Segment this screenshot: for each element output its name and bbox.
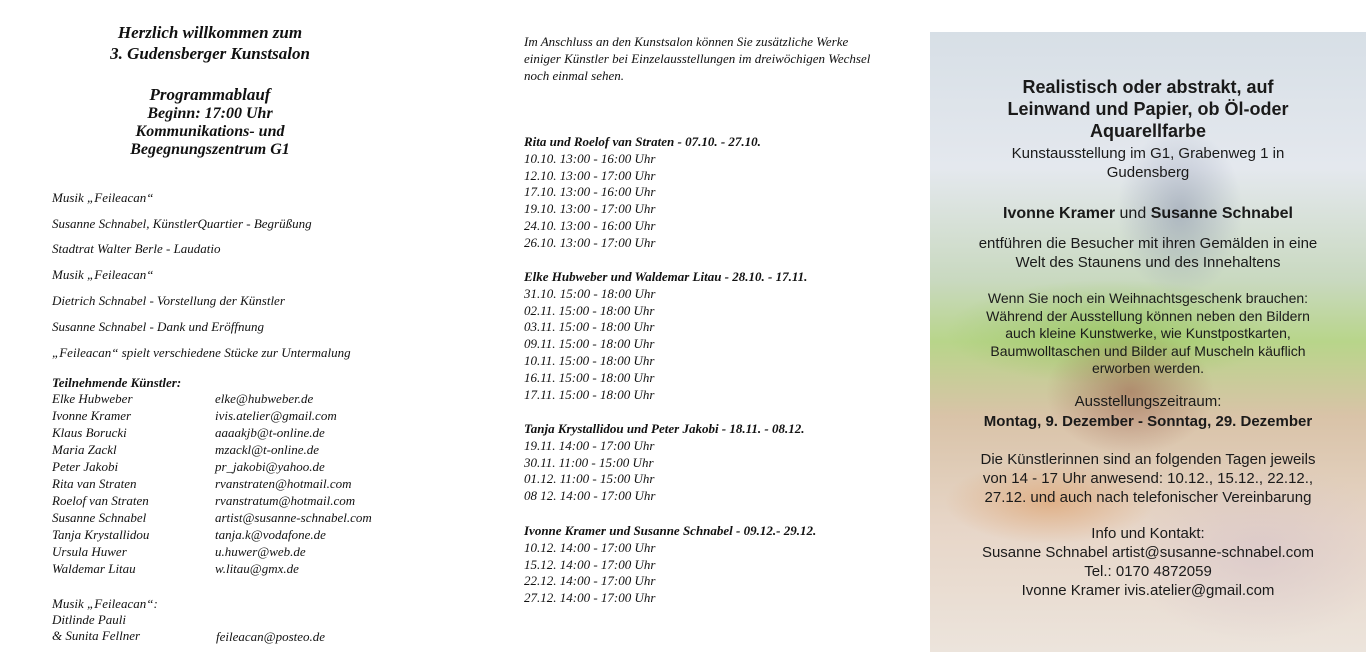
- artist-name: Roelof van Straten: [52, 493, 149, 508]
- artist-name: Klaus Borucki: [52, 425, 127, 440]
- gift-line: auch kleine Kunstwerke, wie Kunstpostkarten,: [1005, 325, 1291, 341]
- schedule-date: 17.11. 15:00 - 18:00 Uhr: [524, 386, 655, 402]
- schedule-date: 09.11. 15:00 - 18:00 Uhr: [524, 336, 655, 352]
- cover-tagline: [930, 234, 1366, 272]
- artist-name: Ivonne Kramer: [52, 408, 132, 423]
- contact-label: Info und Kontakt:: [1091, 525, 1205, 542]
- subtitle-line: Gudensberg: [1106, 164, 1190, 181]
- schedule-title: Ivonne Kramer und Susanne Schnabel - 09.12.- 29.12.: [524, 523, 817, 538]
- cover-headline: [930, 76, 1366, 142]
- artist-row: [52, 493, 432, 510]
- artist-row: [52, 544, 432, 561]
- artists-title: Teilnehmende Künstler:: [52, 375, 182, 390]
- artist-row: [52, 442, 432, 459]
- period-label: Ausstellungszeitraum:: [1074, 393, 1222, 410]
- intro-text: Im Anschluss an den Kunstsalon können Sie zusätzliche Werke einiger Künstler bei Einzelausstellungen im dreiwöchigen Wechsel noch einmal sehen.: [524, 34, 871, 83]
- artist-email: artist@susanne-schnabel.com: [215, 510, 372, 525]
- program-panel: [0, 0, 470, 670]
- band-email: feileacan@posteo.de: [216, 629, 326, 644]
- welcome-heading: [0, 22, 420, 64]
- schedule-block: [524, 269, 807, 403]
- program-venue: Kommunikations- und: [135, 123, 285, 140]
- schedule-block: [524, 134, 761, 252]
- artist-email: rvanstraten@hotmail.com: [215, 476, 352, 491]
- artist-email: ivis.atelier@gmail.com: [215, 408, 337, 423]
- schedule-date: 03.11. 15:00 - 18:00 Uhr: [524, 319, 655, 335]
- artist-row: [52, 459, 432, 476]
- schedule-date: 15.12. 14:00 - 17:00 Uhr: [524, 556, 656, 572]
- program-title: Programmablauf: [149, 85, 271, 104]
- artist-row: [52, 527, 432, 544]
- schedule-title: Tanja Krystallidou und Peter Jakobi - 18.11. - 08.12.: [524, 421, 805, 436]
- contact-info: [930, 524, 1366, 600]
- schedule-title: Elke Hubweber und Waldemar Litau - 28.10. - 17.11.: [524, 269, 808, 284]
- band-member: Ditlinde Pauli: [52, 612, 127, 627]
- tagline-line: entführen die Besucher mit ihren Gemälden in eine: [978, 235, 1318, 252]
- artist-email: pr_jakobi@yahoo.de: [215, 459, 325, 474]
- headline-line: Leinwand und Papier, ob Öl-oder: [1007, 99, 1289, 119]
- contact-phone: Tel.: 0170 4872059: [1084, 563, 1212, 580]
- artist-email: tanja.k@vodafone.de: [215, 527, 326, 542]
- attendance-times: [930, 450, 1366, 507]
- artist-email: elke@hubweber.de: [215, 391, 314, 406]
- artist-name: Maria Zackl: [52, 442, 117, 457]
- schedule-block: [524, 421, 805, 505]
- artist-email: aaaakjb@t-online.de: [215, 425, 325, 440]
- schedule-panel: [470, 0, 930, 670]
- program-item: Musik „Feileacan“: [52, 267, 154, 282]
- artist-name: Susanne Schnabel: [52, 510, 147, 525]
- gift-line: erworben werden.: [1091, 360, 1205, 376]
- gift-line: Während der Ausstellung können neben den Bildern: [986, 307, 1310, 324]
- period-dates: Montag, 9. Dezember - Sonntag, 29. Dezember: [983, 413, 1313, 430]
- headline-line: Aquarellfarbe: [1089, 121, 1207, 141]
- schedule-date: 19.10. 13:00 - 17:00 Uhr: [524, 201, 656, 217]
- contact-line: Susanne Schnabel artist@susanne-schnabel.com: [981, 544, 1315, 561]
- artist-name: Susanne Schnabel: [1150, 205, 1293, 222]
- program-item: Stadtrat Walter Berle - Laudatio: [52, 241, 221, 256]
- cover-subtitle: [930, 144, 1366, 182]
- gift-line: Baumwolltaschen und Bilder auf Muscheln käuflich: [990, 342, 1306, 359]
- artist-email: w.litau@gmx.de: [215, 561, 299, 576]
- times-line: Die Künstlerinnen sind an folgenden Tagen jeweils: [980, 451, 1316, 468]
- schedule-date: 26.10. 13:00 - 17:00 Uhr: [524, 234, 656, 250]
- artist-name: Peter Jakobi: [52, 459, 119, 474]
- schedule-date: 30.11. 11:00 - 15:00 Uhr: [524, 454, 654, 470]
- schedule-date: 02.11. 15:00 - 18:00 Uhr: [524, 302, 655, 318]
- gift-line: Wenn Sie noch ein Weihnachtsgeschenk brauchen:: [987, 290, 1309, 306]
- welcome-line: Herzlich willkommen zum: [117, 23, 303, 42]
- artist-joiner: und: [1119, 205, 1147, 222]
- schedule-date: 17.10. 13:00 - 16:00 Uhr: [524, 184, 656, 200]
- program-venue: Begegnungszentrum G1: [130, 141, 290, 158]
- artist-row: [52, 391, 432, 408]
- schedule-date: 10.11. 15:00 - 18:00 Uhr: [524, 352, 655, 368]
- subtitle-line: Kunstausstellung im G1, Grabenweg 1 in: [1011, 145, 1285, 162]
- schedule-title: Rita und Roelof van Straten - 07.10. - 27.10.: [524, 134, 761, 149]
- program-item: Musik „Feileacan“: [52, 190, 154, 205]
- welcome-line: 3. Gudensberger Kunstsalon: [110, 44, 310, 63]
- times-line: 27.12. und auch nach telefonischer Vereinbarung: [984, 489, 1312, 506]
- program-item: Susanne Schnabel - Dank und Eröffnung: [52, 319, 264, 334]
- program-item: „Feileacan“ spielt verschiedene Stücke zur Untermalung: [52, 345, 351, 360]
- flyer-cover-panel: [930, 32, 1366, 652]
- contact-line: Ivonne Kramer ivis.atelier@gmail.com: [1021, 582, 1275, 599]
- artist-email: u.huwer@web.de: [215, 544, 306, 559]
- times-line: von 14 - 17 Uhr anwesend: 10.12., 15.12., 22.12.,: [982, 470, 1314, 487]
- schedule-block: [524, 523, 816, 607]
- artist-email: mzackl@t-online.de: [215, 442, 320, 457]
- artist-name: Ursula Huwer: [52, 544, 127, 559]
- schedule-date: 16.11. 15:00 - 18:00 Uhr: [524, 369, 655, 385]
- artist-name: Waldemar Litau: [52, 561, 136, 576]
- program-start: Beginn: 17:00 Uhr: [147, 105, 273, 122]
- artist-row: [52, 510, 432, 527]
- band-title: Musik „Feileacan“:: [52, 596, 158, 611]
- artist-name: Elke Hubweber: [52, 391, 133, 406]
- schedule-date: 08 12. 14:00 - 17:00 Uhr: [524, 488, 656, 504]
- schedule-date: 19.11. 14:00 - 17:00 Uhr: [524, 437, 655, 453]
- schedule-date: 10.10. 13:00 - 16:00 Uhr: [524, 150, 656, 166]
- headline-line: Realistisch oder abstrakt, auf: [1022, 77, 1274, 97]
- band-member: & Sunita Fellner: [52, 628, 141, 643]
- artist-row: [52, 561, 432, 578]
- program-item: Dietrich Schnabel - Vorstellung der Künstler: [52, 293, 285, 308]
- artist-name: Tanja Krystallidou: [52, 527, 150, 542]
- cover-artists: [930, 204, 1366, 223]
- schedule-date: 31.10. 15:00 - 18:00 Uhr: [524, 285, 656, 301]
- artist-name: Ivonne Kramer: [1003, 205, 1116, 222]
- schedule-date: 01.12. 11:00 - 15:00 Uhr: [524, 471, 655, 487]
- schedule-date: 27.12. 14:00 - 17:00 Uhr: [524, 590, 656, 606]
- schedule-date: 24.10. 13:00 - 16:00 Uhr: [524, 217, 656, 233]
- artist-email: rvanstratum@hotmail.com: [215, 493, 356, 508]
- artist-name: Rita van Straten: [52, 476, 137, 491]
- schedule-date: 22.12. 14:00 - 17:00 Uhr: [524, 573, 656, 589]
- gift-notice: [930, 290, 1366, 378]
- program-item: Susanne Schnabel, KünstlerQuartier - Begrüßung: [52, 216, 312, 231]
- schedule-date: 12.10. 13:00 - 17:00 Uhr: [524, 167, 656, 183]
- tagline-line: Welt des Staunens und des Innehaltens: [1015, 254, 1281, 271]
- schedule-date: 10.12. 14:00 - 17:00 Uhr: [524, 539, 656, 555]
- artist-row: [52, 408, 432, 425]
- program-heading: [0, 84, 420, 159]
- artist-row: [52, 425, 432, 442]
- artist-row: [52, 476, 432, 493]
